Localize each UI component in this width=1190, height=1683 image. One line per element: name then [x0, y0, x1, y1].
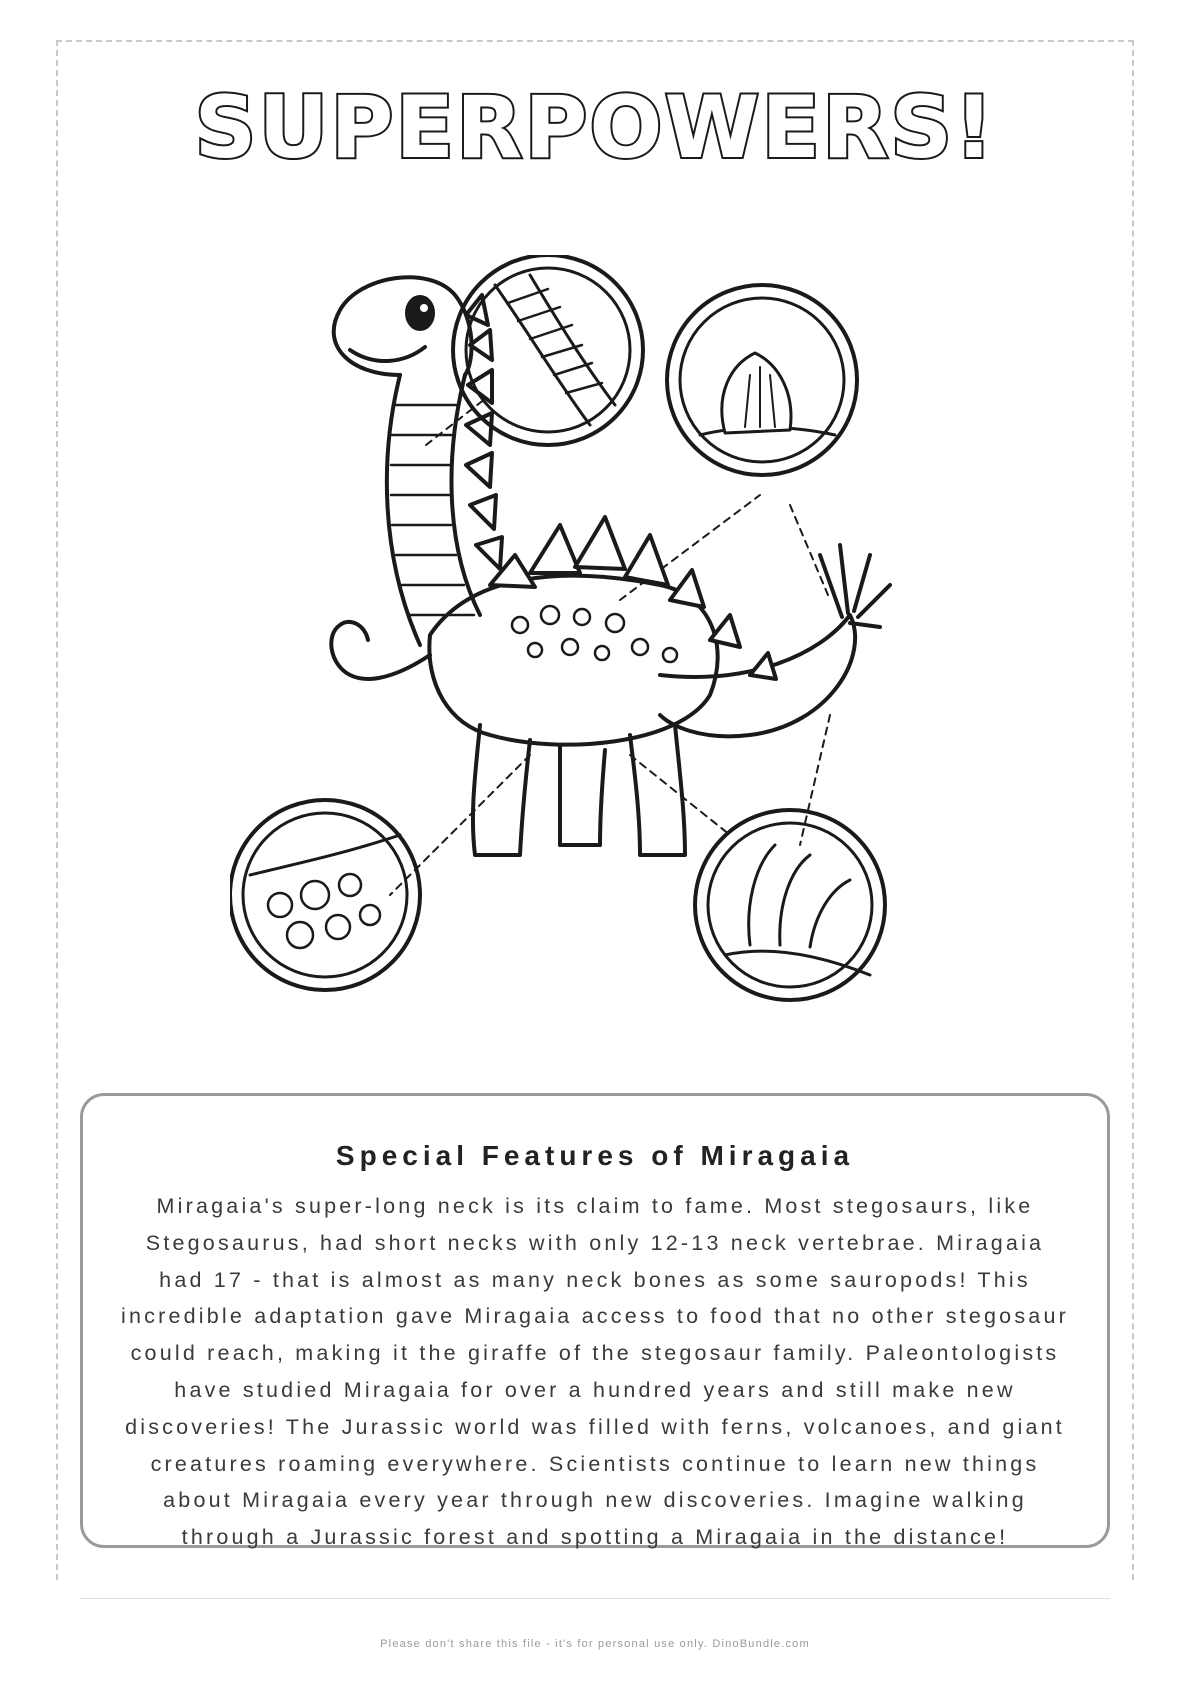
miragaia-illustration: [230, 255, 960, 1075]
dinosaur: [331, 277, 890, 855]
footer-divider: [80, 1598, 1110, 1599]
feature-card: [80, 1093, 1110, 1548]
page-title: SUPERPOWERS!: [194, 78, 996, 178]
feature-card-heading: Special Features of Miragaia: [335, 1140, 855, 1171]
callout-back-plate: [667, 285, 857, 475]
feature-card-body: Miragaia's super-long neck is its claim to fame. Most stegosaurs, like Stegosaurus, had short necks with only 12-13 neck vertebrae. Miragaia had 17 - that is almost as many neck bones as some sauropods! This incredible adaptation gave Miragaia access to food that no other stegosaur could reach, making it the giraffe of the stegosaur family. Paleontologists have studied Miragaia for over a hundred years and still make new discoveries! The Jurassic world was filled with ferns, volcanoes, and giant creatures roaming everywhere. Scientists continue to learn new things about Miragaia every year through new discoveries. Imagine walking through a Jurassic forest and spotting a Miragaia in the distance!: [121, 1194, 1069, 1550]
footer-note: Please don't share this file - it's for personal use only. DinoBundle.com: [380, 1638, 810, 1650]
callout-foot-claw: [695, 810, 885, 1000]
callout-skin-texture: [230, 800, 420, 990]
callout-lines: [390, 395, 830, 895]
